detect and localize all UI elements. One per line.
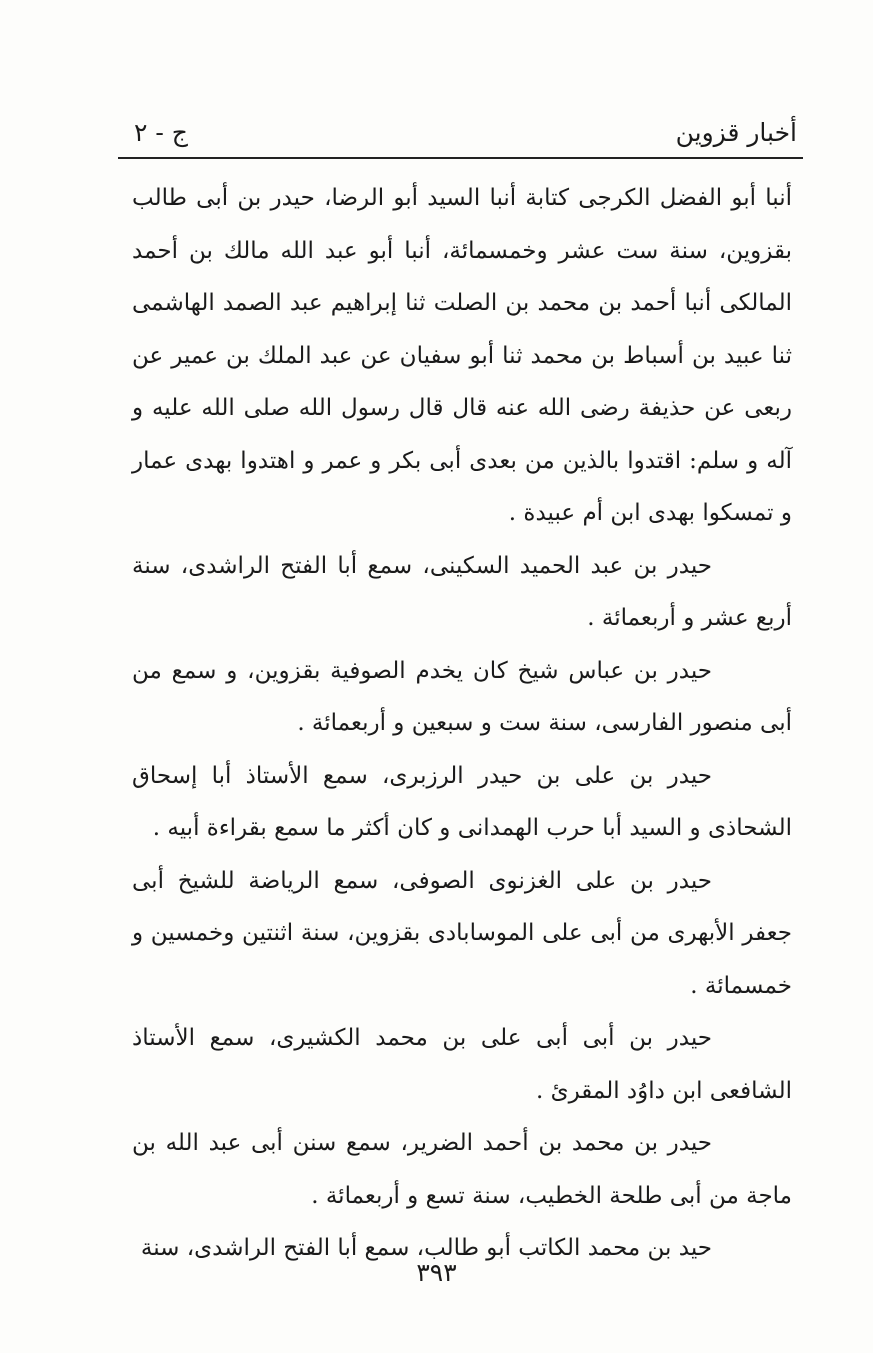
- volume-number: ج - ٢: [134, 118, 188, 147]
- paragraph-4: حيدر بن على بن حيدر الرزبرى، سمع الأستاذ أبا إسحاق الشحاذى و السيد أبا حرب الهمدانى و كان أكثر ما سمع بقراءة أبيه .: [132, 762, 792, 841]
- paragraph-6: حيدر بن أبى أبى على بن محمد الكشيرى، سمع الأستاذ الشافعى ابن داوُد المقرئ .: [132, 1025, 792, 1104]
- page-header: [118, 112, 803, 158]
- running-title: أخبار قزوين: [675, 118, 797, 147]
- page-number: ٣٩٣: [416, 1258, 457, 1287]
- page-footer: [0, 1258, 873, 1287]
- paragraph-8: حيد بن محمد الكاتب أبو طالب، سمع أبا الفتح الراشدى، سنة: [140, 1235, 712, 1261]
- paragraph-1: أنبا أبو الفضل الكرجى كتابة أنبا السيد أبو الرضا، حيدر بن أبى طالب بقزوين، سنة ست عشر وخمسمائة، أنبا أبو عبد الله مالك بن أحمد المالكى أنبا أحمد بن محمد بن الصلت ثنا إبراهيم عبد الصمد الهاشمى ثنا عبيد بن أسباط بن محمد ثنا أبو سفيان عن عبد الملك بن عمير عن ربعى عن حذيفة رضى الله عنه قال قال رسول الله صلى الله عليه و آله و سلم: اقتدوا بالذين من بعدى أبى بكر و عمر و اهتدوا بهدى عمار و تمسكوا بهدى ابن أم عبيدة .: [132, 185, 792, 526]
- paragraph-3: حيدر بن عباس شيخ كان يخدم الصوفية بقزوين، و سمع من أبى منصور الفارسى، سنة ست و سبعين و أربعمائة .: [132, 657, 792, 736]
- paragraph-7: حيدر بن محمد بن أحمد الضرير، سمع سنن أبى عبد الله بن ماجة من أبى طلحة الخطيب، سنة تسع و أربعمائة .: [132, 1130, 792, 1209]
- page-body: [132, 172, 792, 1275]
- paragraph-2: حيدر بن عبد الحميد السكينى، سمع أبا الفتح الراشدى، سنة أربع عشر و أربعمائة .: [132, 552, 792, 631]
- header-rule: [118, 157, 803, 159]
- paragraph-5: حيدر بن على الغزنوى الصوفى، سمع الرياضة للشيخ أبى جعفر الأبهرى من أبى على الموسابادى بقزوين، سنة اثنتين وخمسين و خمسمائة .: [132, 867, 792, 999]
